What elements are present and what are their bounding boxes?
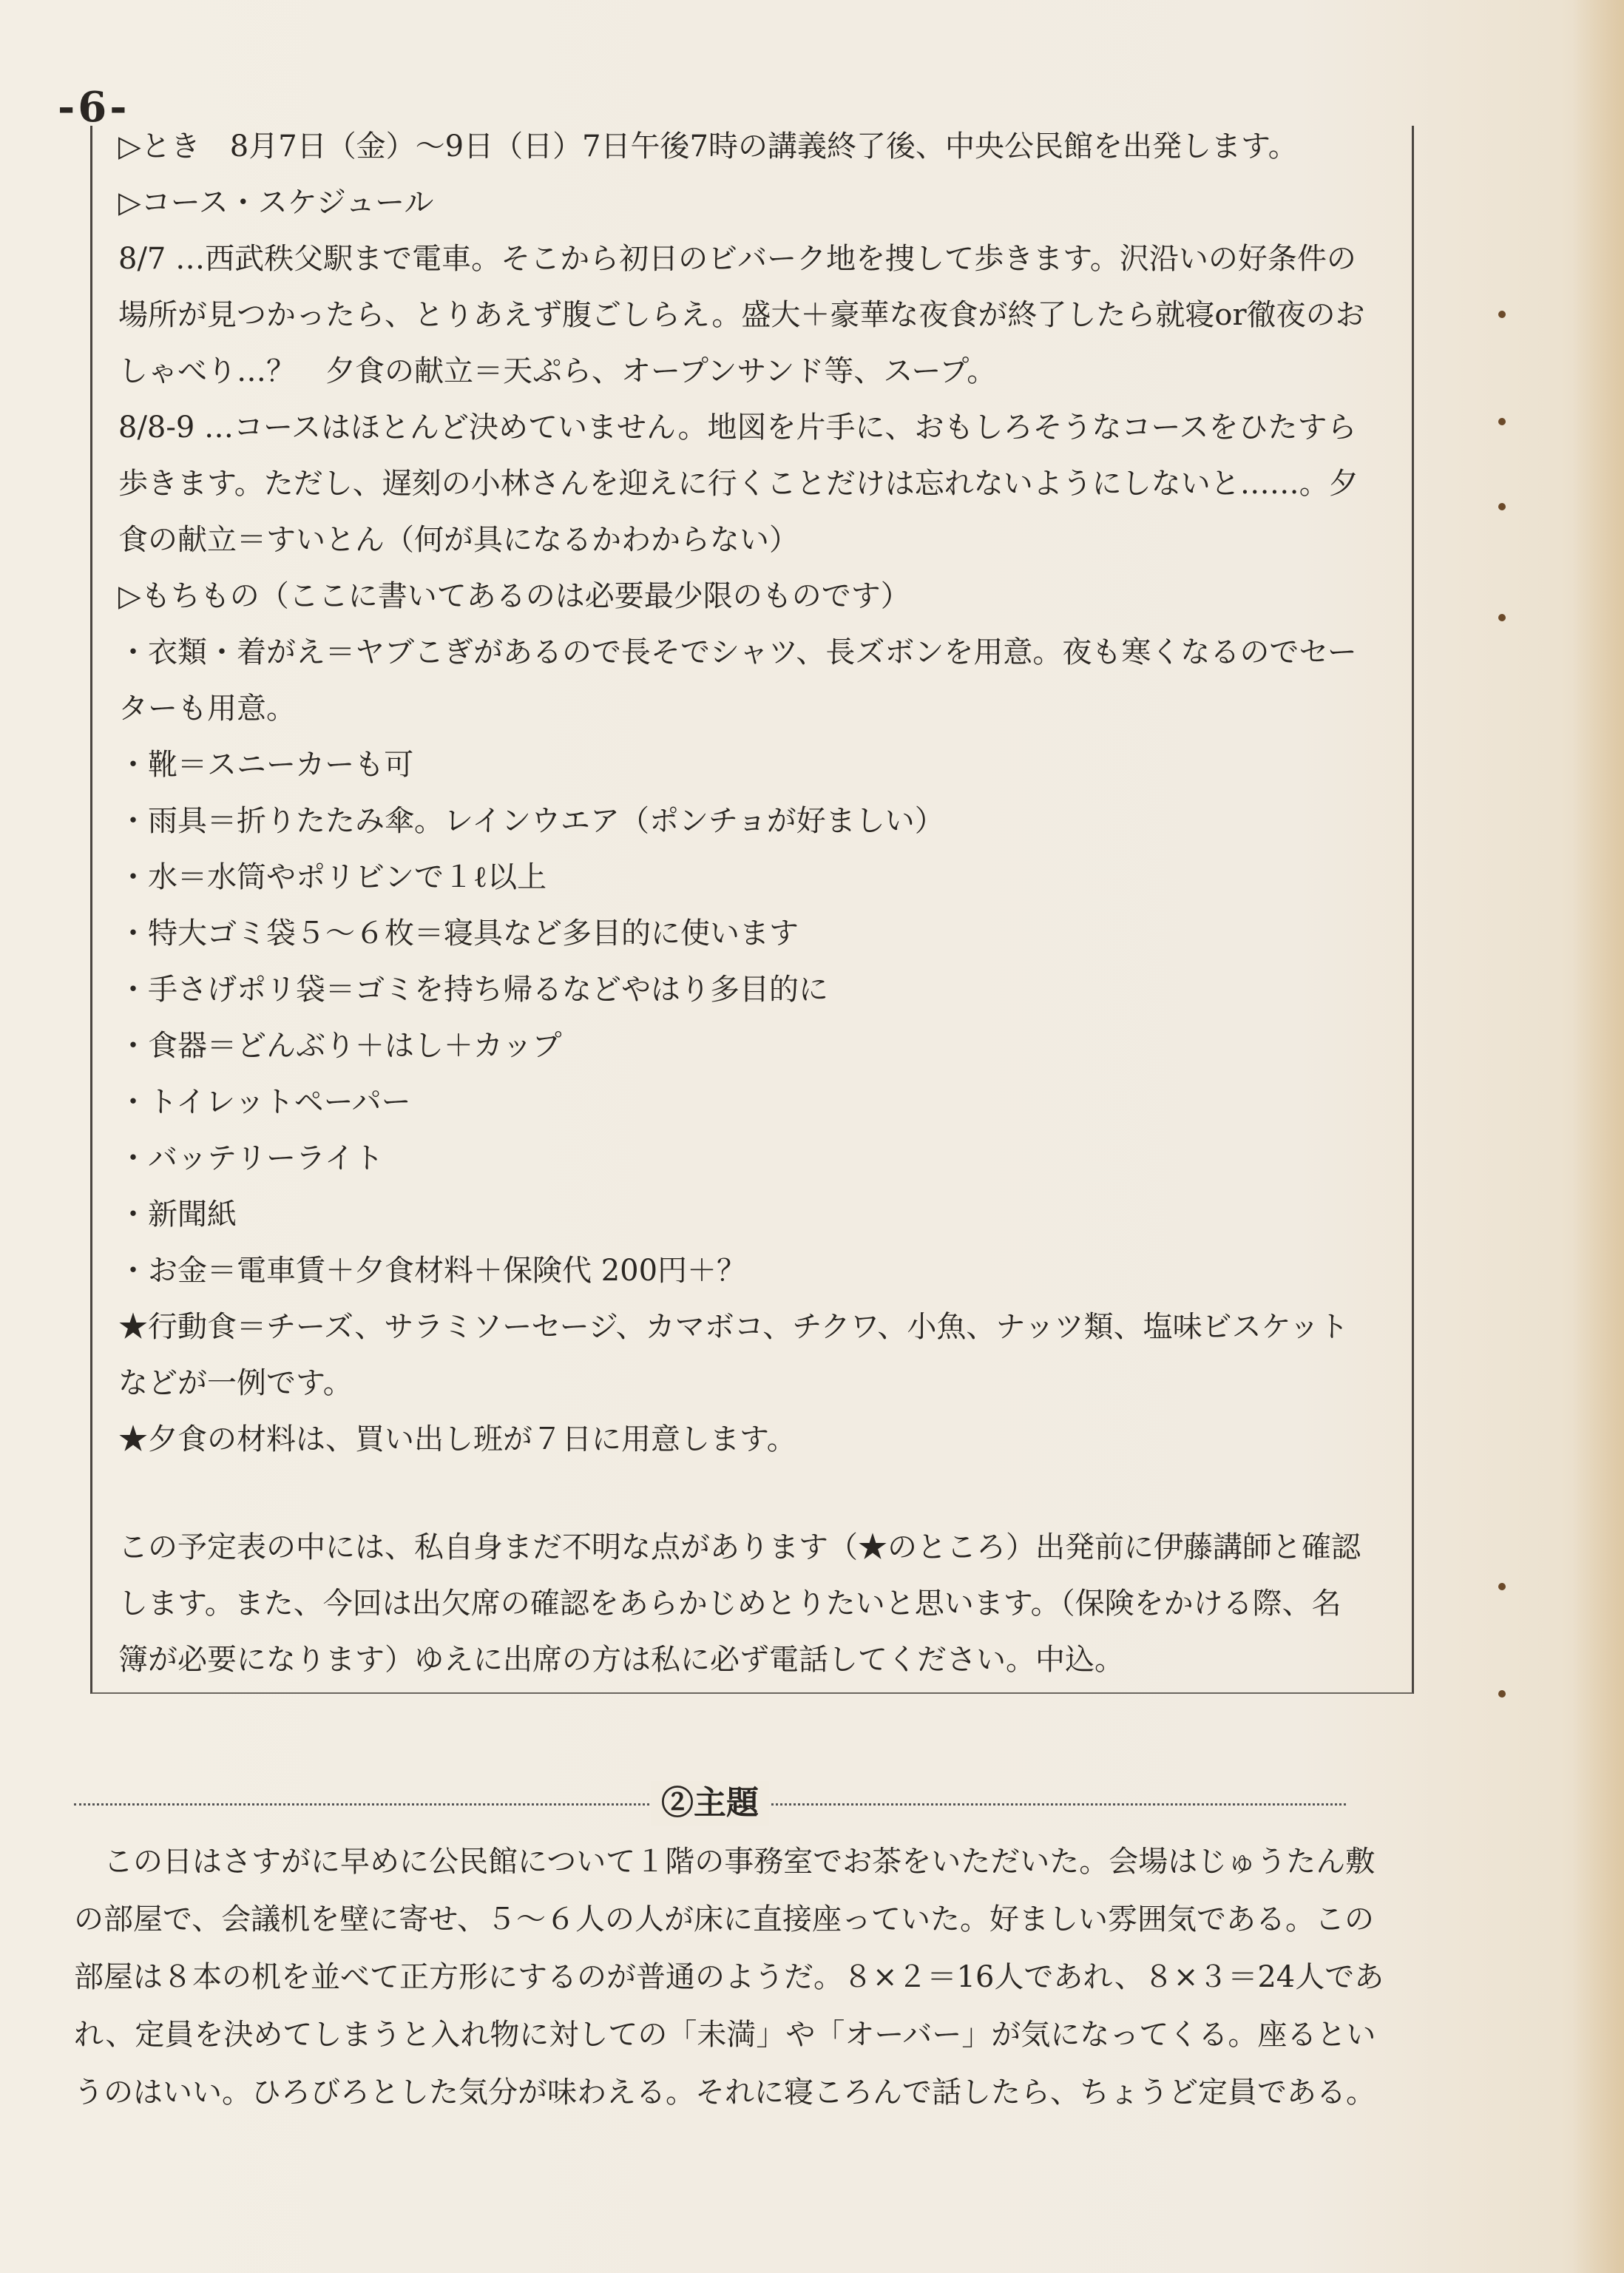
schedule-line: ・トイレットペーパー	[118, 1085, 411, 1119]
schedule-text	[118, 118, 1405, 1688]
punch-hole-mark	[1498, 614, 1506, 621]
page-number: -6-	[58, 83, 130, 132]
schedule-line: ・食器＝どんぶり＋はし＋カップ	[118, 1029, 562, 1063]
paragraph-gap	[118, 1468, 1405, 1519]
schedule-line: ・靴＝スニーカーも可	[118, 748, 414, 782]
schedule-line: ・特大ゴミ袋５～６枚＝寝具など多目的に使います	[118, 916, 799, 950]
schedule-line: ・水＝水筒やポリビンで１ℓ以上	[118, 860, 547, 894]
schedule-line: ▷コース・スケジュール	[118, 186, 434, 220]
schedule-line: ・お金＝電車賃＋夕食材料＋保険代 200円＋？	[118, 1254, 747, 1288]
body-line: の部屋で、会議机を壁に寄せ、５～６人の人が床に直接座っていた。好ましい雰囲気である。この	[74, 1902, 1374, 1936]
body-line: うのはいい。ひろびろとした気分が味わえる。それに寝ころんで話したら、ちょうど定員である。	[74, 2076, 1376, 2110]
schedule-line: ▷もちもの（ここに書いてあるのは必要最少限のものです）	[118, 579, 910, 613]
punch-hole-mark	[1498, 503, 1506, 510]
schedule-line: しゃべり…？ 夕食の献立＝天ぷら、オープンサンド等、スープ。	[118, 354, 997, 388]
schedule-line: 食の献立＝すいとん（何が具になるかわからない）	[118, 523, 799, 557]
note-line: この予定表の中には、私自身まだ不明な点があります（★のところ）出発前に伊藤講師と確認	[118, 1530, 1361, 1564]
schedule-line: ▷とき 8月7日（金）～9日（日）7日午後7時の講義終了後、中央公民館を出発します。	[118, 129, 1298, 163]
schedule-line: ターも用意。	[118, 692, 296, 726]
punch-hole-mark	[1498, 418, 1506, 425]
page-edge-stain	[1572, 0, 1624, 2273]
body-paragraph	[74, 1833, 1420, 2121]
note-line: します。また、今回は出欠席の確認をあらかじめとりたいと思います。（保険をかける際、名	[118, 1587, 1342, 1621]
note-line: 簿が必要になります）ゆえに出席の方は私に必ず電話してください。中込。	[118, 1643, 1124, 1677]
schedule-line: ★行動食＝チーズ、サラミソーセージ、カマボコ、チクワ、小魚、ナッツ類、塩味ビスケット	[118, 1310, 1349, 1344]
schedule-line: 歩きます。ただし、遅刻の小林さんを迎えに行くことだけは忘れないようにしないと……。夕	[118, 467, 1359, 501]
schedule-line: ・衣類・着がえ＝ヤブこぎがあるので長そでシャツ、長ズボンを用意。夜も寒くなるのでセー	[118, 635, 1357, 669]
punch-hole-mark	[1498, 1583, 1506, 1590]
body-line: この日はさすがに早めに公民館について１階の事務室でお茶をいただいた。会場はじゅうたん敷	[74, 1845, 1376, 1879]
section-divider	[74, 1781, 1346, 1826]
schedule-line: 場所が見つかったら、とりあえず腹ごしらえ。盛大＋豪華な夜食が終了したら就寝or徹夜のお	[118, 298, 1365, 332]
punch-hole-mark	[1498, 311, 1506, 318]
section-heading: ②主題	[651, 1781, 769, 1826]
schedule-line: ・バッテリーライト	[118, 1141, 384, 1175]
body-line: れ、定員を決めてしまうと入れ物に対しての「未満」や「オーバー」が気になってくる。座るとい	[74, 2018, 1376, 2052]
schedule-line: 8/7 …西武秩父駅まで電車。そこから初日のビバーク地を捜して歩きます。沢沿いの好条件の	[118, 242, 1356, 276]
schedule-line: などが一例です。	[118, 1366, 353, 1400]
schedule-line: ・雨具＝折りたたみ傘。レインウエア（ポンチョが好ましい）	[118, 804, 944, 838]
schedule-line: ・新聞紙	[118, 1198, 237, 1232]
schedule-line: ★夕食の材料は、買い出し班が７日に用意します。	[118, 1422, 796, 1456]
schedule-line: 8/8-9 …コースはほとんど決めていません。地図を片手に、おもしろそうなコースをひたすら	[118, 411, 1357, 445]
schedule-line: ・手さげポリ袋＝ゴミを持ち帰るなどやはり多目的に	[118, 973, 828, 1007]
body-line: 部屋は８本の机を並べて正方形にするのが普通のようだ。８×２＝16人であれ、８×３＝24人であ	[74, 1960, 1384, 1994]
punch-hole-mark	[1498, 1690, 1506, 1698]
